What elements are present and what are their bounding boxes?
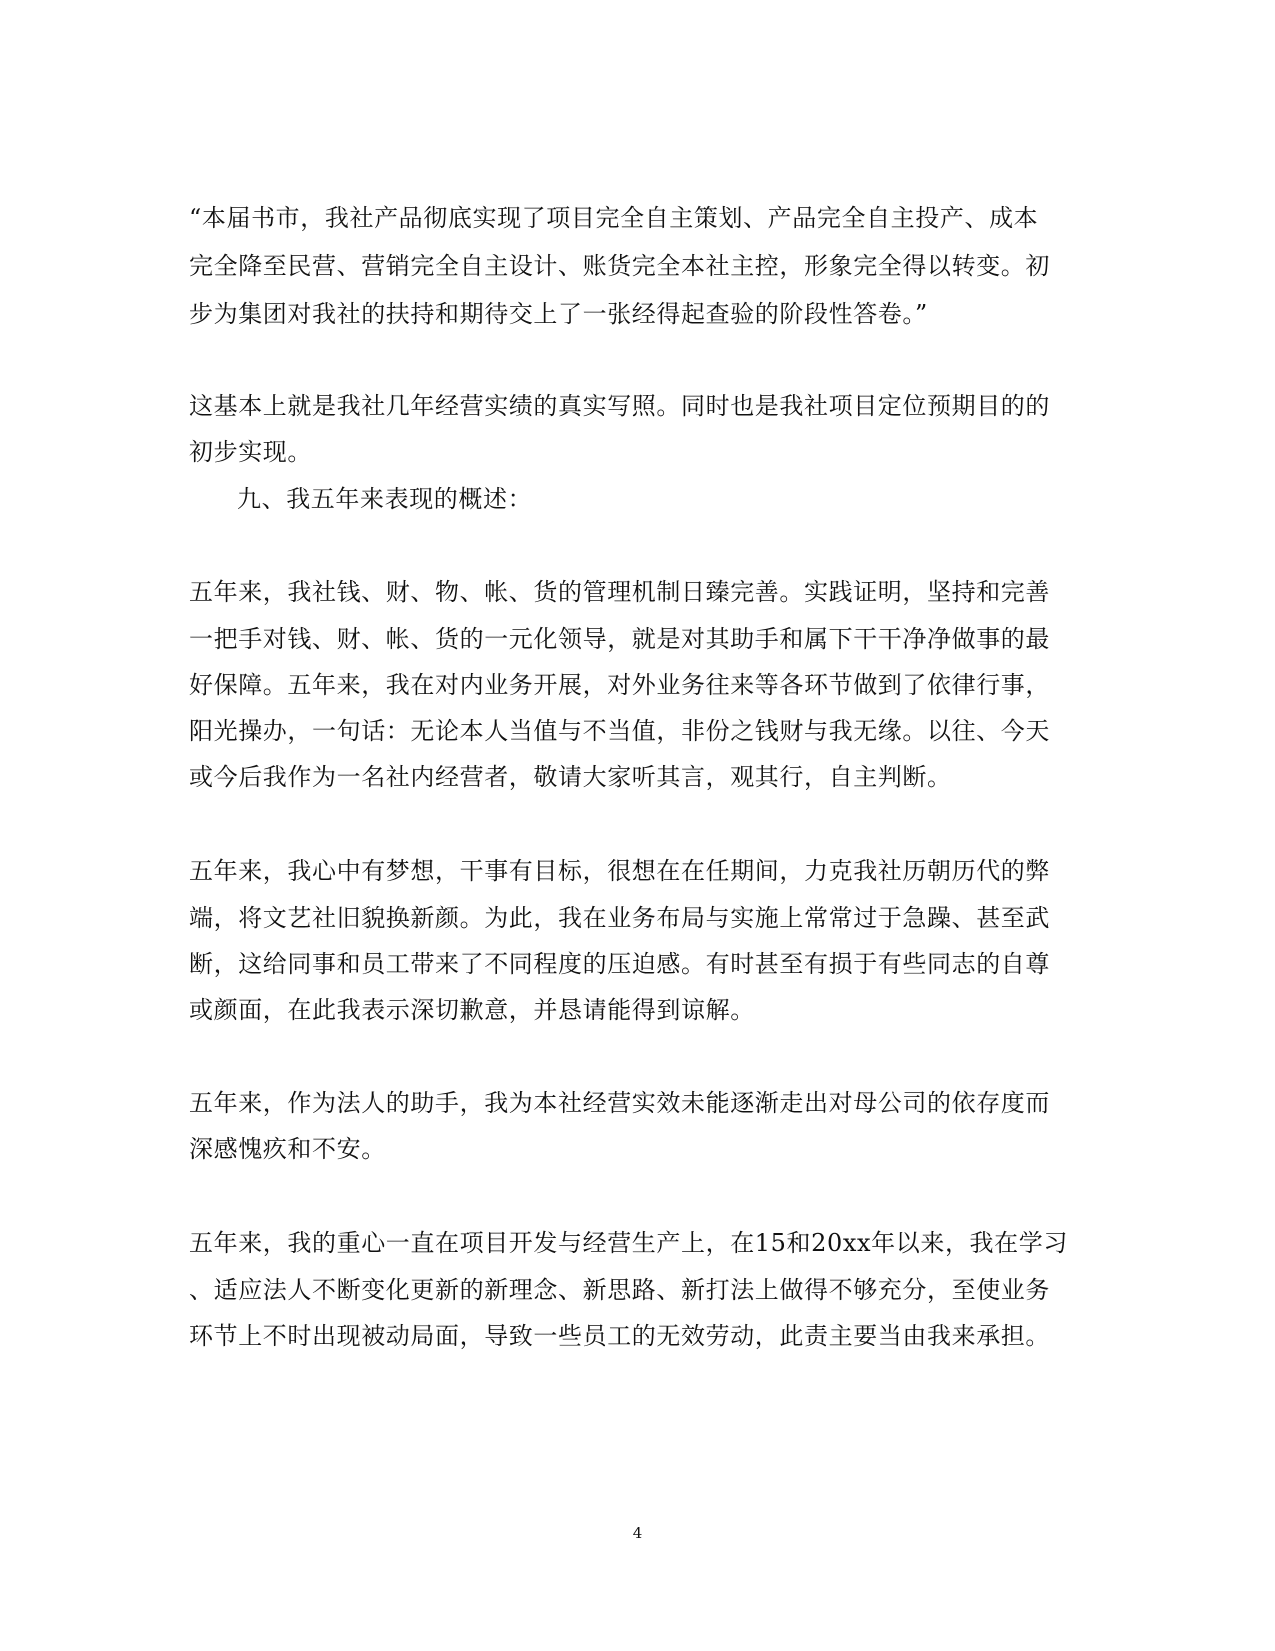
section-heading: 九、我五年来表现的概述： bbox=[237, 485, 533, 513]
responsibility-paragraph-line-1: 五年来，我的重心一直在项目开发与经营生产上，在15和20xx年以来，我在学习 bbox=[189, 1229, 1068, 1257]
quote-paragraph-line-3: 步为集团对我社的扶持和期待交上了一张经得起查验的阶段性答卷。” bbox=[189, 300, 928, 328]
responsibility-paragraph-line-2: 、适应法人不断变化更新的新理念、新思路、新打法上做得不够充分，至使业务 bbox=[189, 1276, 1050, 1304]
apology-paragraph-line-2: 端，将文艺社旧貌换新颜。为此，我在业务布局与实施上常常过于急躁、甚至武 bbox=[189, 904, 1050, 932]
responsibility-paragraph-line-3: 环节上不时出现被动局面，导致一些员工的无效劳动，此责主要当由我来承担。 bbox=[189, 1322, 1050, 1350]
management-paragraph-line-4: 阳光操办，一句话：无论本人当值与不当值，非份之钱财与我无缘。以往、今天 bbox=[189, 717, 1050, 745]
management-paragraph-line-2: 一把手对钱、财、帐、货的一元化领导，就是对其助手和属下干干净净做事的最 bbox=[189, 625, 1050, 653]
apology-paragraph-line-1: 五年来，我心中有梦想，干事有目标，很想在在任期间，力克我社历朝历代的弊 bbox=[189, 857, 1050, 885]
management-paragraph-line-1: 五年来，我社钱、财、物、帐、货的管理机制日臻完善。实践证明，坚持和完善 bbox=[189, 578, 1050, 606]
summary-paragraph-line-2: 初步实现。 bbox=[189, 438, 312, 466]
management-paragraph-line-3: 好保障。五年来，我在对内业务开展，对外业务往来等各环节做到了依律行事， bbox=[189, 671, 1050, 699]
dependency-paragraph-line-1: 五年来，作为法人的助手，我为本社经营实效未能逐渐走出对母公司的依存度而 bbox=[189, 1089, 1050, 1117]
management-paragraph-line-5: 或今后我作为一名社内经营者，敬请大家听其言，观其行，自主判断。 bbox=[189, 763, 952, 791]
apology-paragraph-line-4: 或颜面，在此我表示深切歉意，并恳请能得到谅解。 bbox=[189, 996, 755, 1024]
apology-paragraph-line-3: 断，这给同事和员工带来了不同程度的压迫感。有时甚至有损于有些同志的自尊 bbox=[189, 950, 1050, 978]
dependency-paragraph-line-2: 深感愧疚和不安。 bbox=[189, 1135, 386, 1163]
page-number: 4 bbox=[632, 1524, 643, 1542]
quote-paragraph-line-1: “本届书市，我社产品彻底实现了项目完全自主策划、产品完全自主投产、成本 bbox=[189, 204, 1039, 232]
quote-paragraph-line-2: 完全降至民营、营销完全自主设计、账货完全本社主控，形象完全得以转变。初 bbox=[189, 252, 1050, 280]
summary-paragraph-line-1: 这基本上就是我社几年经营实绩的真实写照。同时也是我社项目定位预期目的的 bbox=[189, 392, 1050, 420]
